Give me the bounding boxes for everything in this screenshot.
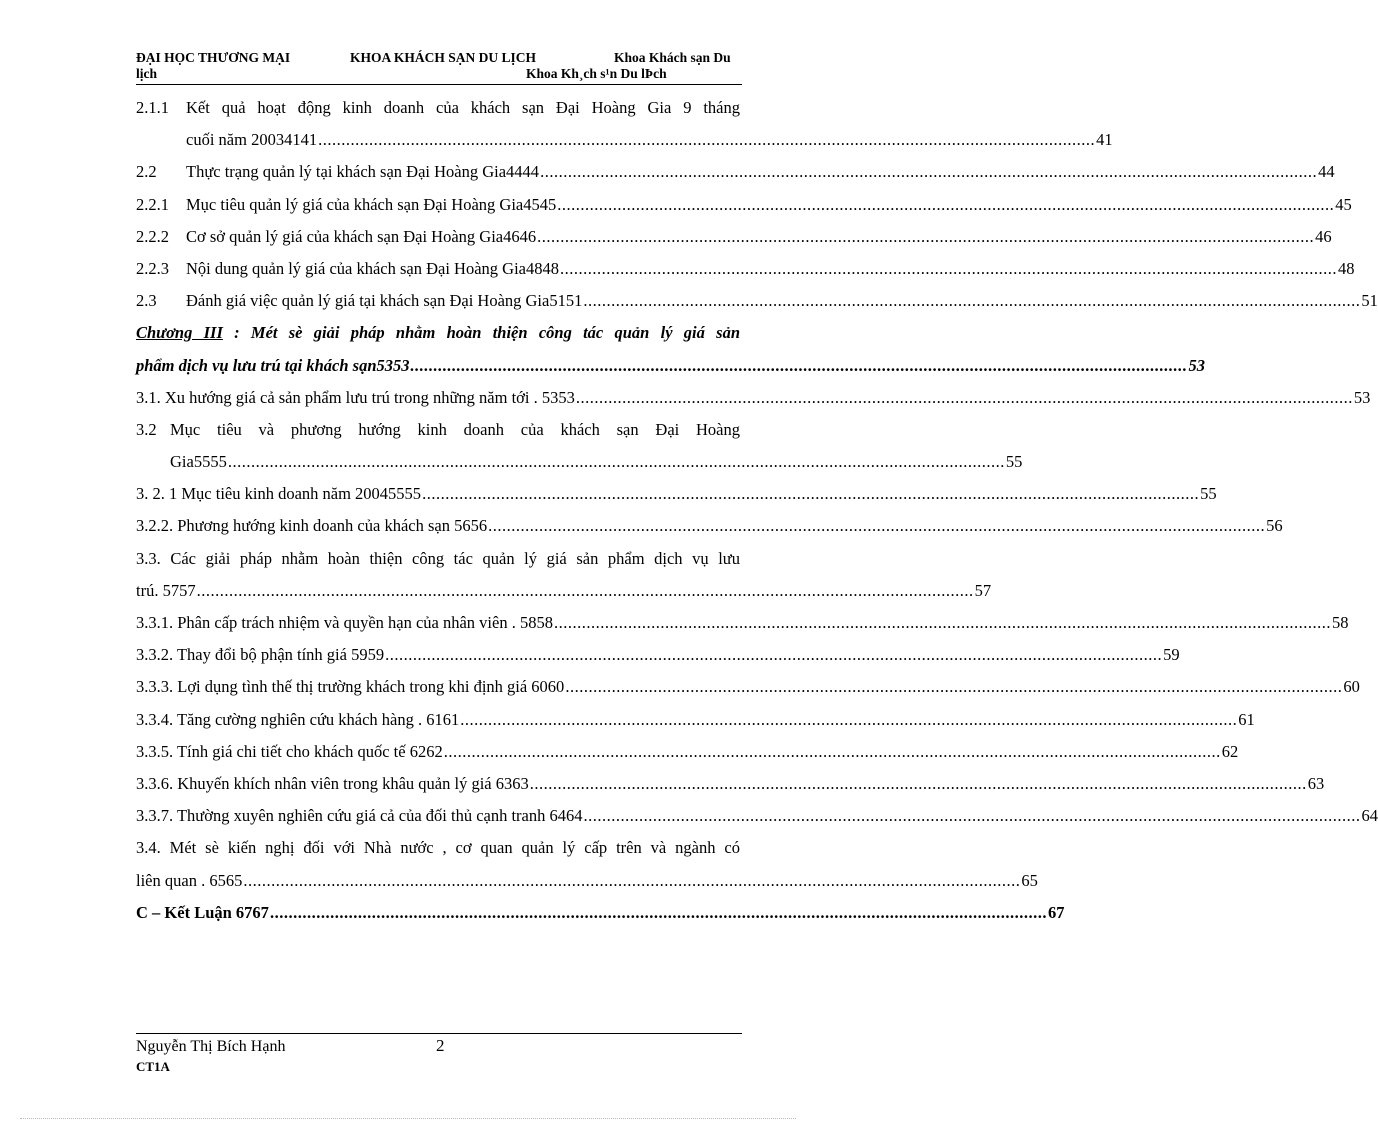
table-of-contents (136, 92, 1378, 929)
header-university: ĐẠI HỌC THƯƠNG MẠI (136, 50, 291, 65)
toc-number: 2.3 (136, 291, 157, 311)
toc-text: 3.3.5. Tính giá chi tiết cho khách quốc tế 6262 (136, 741, 443, 761)
leader-dots: ........................................................................................................................................................................ (565, 677, 1343, 697)
toc-text: cuối năm 20034141 (186, 130, 318, 150)
toc-text: liên quan . 6565 (136, 870, 243, 890)
header-faculty: KHOA KHÁCH SẠN DU LỊCH (350, 50, 537, 65)
toc-page: 57 (974, 580, 992, 600)
leader-dots: ........................................................................................................................................................................ (460, 709, 1238, 729)
header-faculty-garbled: Khoa Kh¸ch s¹n Du lÞch (526, 66, 667, 81)
toc-entry[interactable] (136, 832, 740, 864)
toc-text: Kết quả hoạt động kinh doanh của khách sạn Đại Hoàng Gia 9 tháng (186, 98, 740, 117)
toc-page: 65 (1021, 870, 1038, 890)
toc-number: 2.2.1 (136, 194, 169, 214)
toc-page: 61 (1238, 709, 1255, 729)
toc-page: 55 (1200, 484, 1217, 504)
toc-entry[interactable] (136, 639, 1180, 671)
toc-page: 58 (1331, 613, 1349, 632)
toc-entry[interactable] (136, 671, 1360, 703)
toc-number: 2.1.1 (136, 98, 169, 117)
toc-text: 3.1. Xu hướng giá cả sản phẩm lưu trú trong những năm tới . 5353 (136, 387, 575, 407)
toc-text: 3.2.2. Phương hướng kinh doanh của khách sạn 5656 (136, 516, 488, 536)
toc-entry[interactable] (136, 575, 992, 607)
toc-page: 56 (1266, 516, 1283, 536)
leader-dots: ........................................................................................................................................................................ (318, 130, 1096, 150)
header-faculty-alt: Khoa Khách sạn Du (614, 50, 731, 65)
leader-dots: ........................................................................................................................................................................ (269, 902, 1047, 922)
toc-page: 59 (1163, 645, 1180, 665)
toc-page: 46 (1315, 226, 1332, 246)
leader-dots: ........................................................................................................................................................................ (537, 226, 1315, 246)
toc-entry[interactable] (136, 221, 1332, 253)
toc-entry[interactable] (136, 897, 1065, 929)
toc-entry[interactable] (136, 478, 1217, 510)
toc-entry[interactable] (136, 92, 740, 124)
leader-dots: ........................................................................................................................................................................ (422, 484, 1200, 504)
chapter-label: Chương III (136, 323, 223, 343)
footer-class: CT1A (136, 1059, 170, 1074)
toc-text: C – Kết Luận 6767 (136, 902, 269, 922)
footer-author: Nguyễn Thị Bích Hạnh (136, 1038, 286, 1055)
toc-page: 53 (1188, 355, 1205, 375)
leader-dots: ........................................................................................................................................................................ (529, 773, 1307, 793)
toc-page: 60 (1343, 677, 1360, 697)
toc-page: 53 (1353, 387, 1371, 407)
leader-dots: ........................................................................................................................................................................ (560, 258, 1337, 278)
toc-text: 3.3.6. Khuyến khích nhân viên trong khâu quản lý giá 6363 (136, 773, 529, 793)
leader-dots: ........................................................................................................................................................................ (227, 452, 1005, 472)
toc-text: Nội dung quản lý giá của khách sạn Đại Hoàng Gia4848 (186, 258, 559, 278)
toc-entry[interactable] (136, 414, 740, 446)
leader-dots: ........................................................................................................................................................................ (410, 355, 1188, 375)
toc-text: 3.3.4. Tăng cường nghiên cứu khách hàng . 6161 (136, 709, 460, 729)
toc-chapter-line (136, 317, 740, 349)
toc-text: trú. 5757 (136, 580, 196, 600)
toc-entry[interactable] (136, 543, 740, 575)
footer-divider (136, 1033, 742, 1034)
toc-entry[interactable] (136, 156, 1335, 188)
toc-text: Cơ sở quản lý giá của khách sạn Đại Hoàng Gia4646 (186, 226, 537, 246)
toc-page: 67 (1047, 902, 1065, 922)
page-header (136, 48, 742, 84)
leader-dots: ........................................................................................................................................................................ (385, 645, 1163, 665)
toc-text: Gia5555 (170, 452, 227, 472)
toc-page: 63 (1307, 773, 1325, 793)
leader-dots: ........................................................................................................................................................................ (196, 580, 974, 600)
leader-dots: ........................................................................................................................................................................ (583, 291, 1361, 311)
toc-entry[interactable] (136, 800, 1378, 832)
toc-page: 45 (1335, 194, 1352, 214)
header-divider (136, 84, 742, 85)
toc-text: 3.3.2. Thay đổi bộ phận tính giá 5959 (136, 645, 385, 665)
toc-entry[interactable] (136, 510, 1283, 542)
toc-entry[interactable] (136, 704, 1255, 736)
page-edge-dots (20, 1118, 796, 1119)
toc-number: 2.2 (136, 162, 157, 182)
toc-text: Mục tiêu quản lý giá của khách sạn Đại Hoàng Gia4545 (186, 194, 557, 214)
toc-chapter-entry[interactable] (136, 350, 1205, 382)
toc-entry[interactable] (136, 189, 1352, 221)
toc-chapter-entry[interactable] (136, 317, 740, 349)
leader-dots: ........................................................................................................................................................................ (575, 387, 1353, 407)
header-faculty-alt-cont: lịch (136, 66, 158, 81)
leader-dots: ........................................................................................................................................................................ (557, 194, 1335, 214)
toc-number: 2.2.2 (136, 226, 169, 246)
toc-page: 48 (1338, 258, 1355, 278)
toc-page: 55 (1005, 452, 1023, 472)
toc-entry[interactable] (136, 768, 1325, 800)
toc-text: 3.3.1. Phân cấp trách nhiệm và quyền hạn của nhân viên . 5858 (136, 613, 553, 632)
toc-text: 3.3.7. Thường xuyên nghiên cứu giá cả của đối thủ cạnh tranh 6464 (136, 806, 583, 826)
toc-page: 51 (1361, 291, 1378, 311)
toc-entry[interactable] (136, 446, 1023, 478)
toc-text: 3.4. Mét sè kiến nghị đối với Nhà nước , cơ quan quản lý cấp trên và ngành có (136, 838, 740, 858)
leader-dots: ........................................................................................................................................................................ (553, 613, 1331, 632)
toc-page: 62 (1221, 741, 1239, 761)
toc-entry[interactable] (136, 865, 1038, 897)
leader-dots: ........................................................................................................................................................................ (243, 870, 1021, 890)
toc-entry[interactable] (136, 253, 1355, 285)
toc-entry[interactable] (136, 736, 1239, 768)
toc-text: 3.3. Các giải pháp nhằm hoàn thiện công tác quản lý giá sản phẩm dịch vụ lưu (136, 548, 740, 568)
leader-dots: ........................................................................................................................................................................ (540, 162, 1318, 182)
toc-text: 3.3.3. Lợi dụng tình thế thị trường khách trong khi định giá 6060 (136, 677, 565, 697)
toc-page: 64 (1361, 806, 1378, 826)
toc-text: : Mét sè giải pháp nhằm hoàn thiện công tác quản lý giá sản (222, 323, 740, 343)
toc-entry[interactable] (136, 607, 1349, 639)
toc-entry[interactable] (136, 285, 1378, 317)
toc-text: phẩm dịch vụ lưu trú tại khách sạn5353 (136, 355, 410, 375)
toc-entry[interactable] (136, 124, 1113, 156)
toc-text: Đánh giá việc quản lý giá tại khách sạn Đại Hoàng Gia5151 (186, 291, 583, 311)
toc-number: 3.2 (136, 419, 157, 439)
leader-dots: ........................................................................................................................................................................ (583, 806, 1361, 826)
toc-text: 3. 2. 1 Mục tiêu kinh doanh năm 20045555 (136, 484, 422, 504)
toc-entry[interactable] (136, 382, 1371, 414)
toc-page: 41 (1096, 130, 1113, 150)
toc-page: 44 (1318, 162, 1335, 182)
page-number: 2 (436, 1036, 445, 1055)
toc-text: Thực trạng quản lý tại khách sạn Đại Hoàng Gia4444 (186, 162, 540, 182)
toc-number: 2.2.3 (136, 258, 169, 278)
leader-dots: ........................................................................................................................................................................ (443, 741, 1221, 761)
leader-dots: ........................................................................................................................................................................ (488, 516, 1266, 536)
toc-text: Mục tiêu và phương hướng kinh doanh của khách sạn Đại Hoàng (170, 419, 740, 439)
